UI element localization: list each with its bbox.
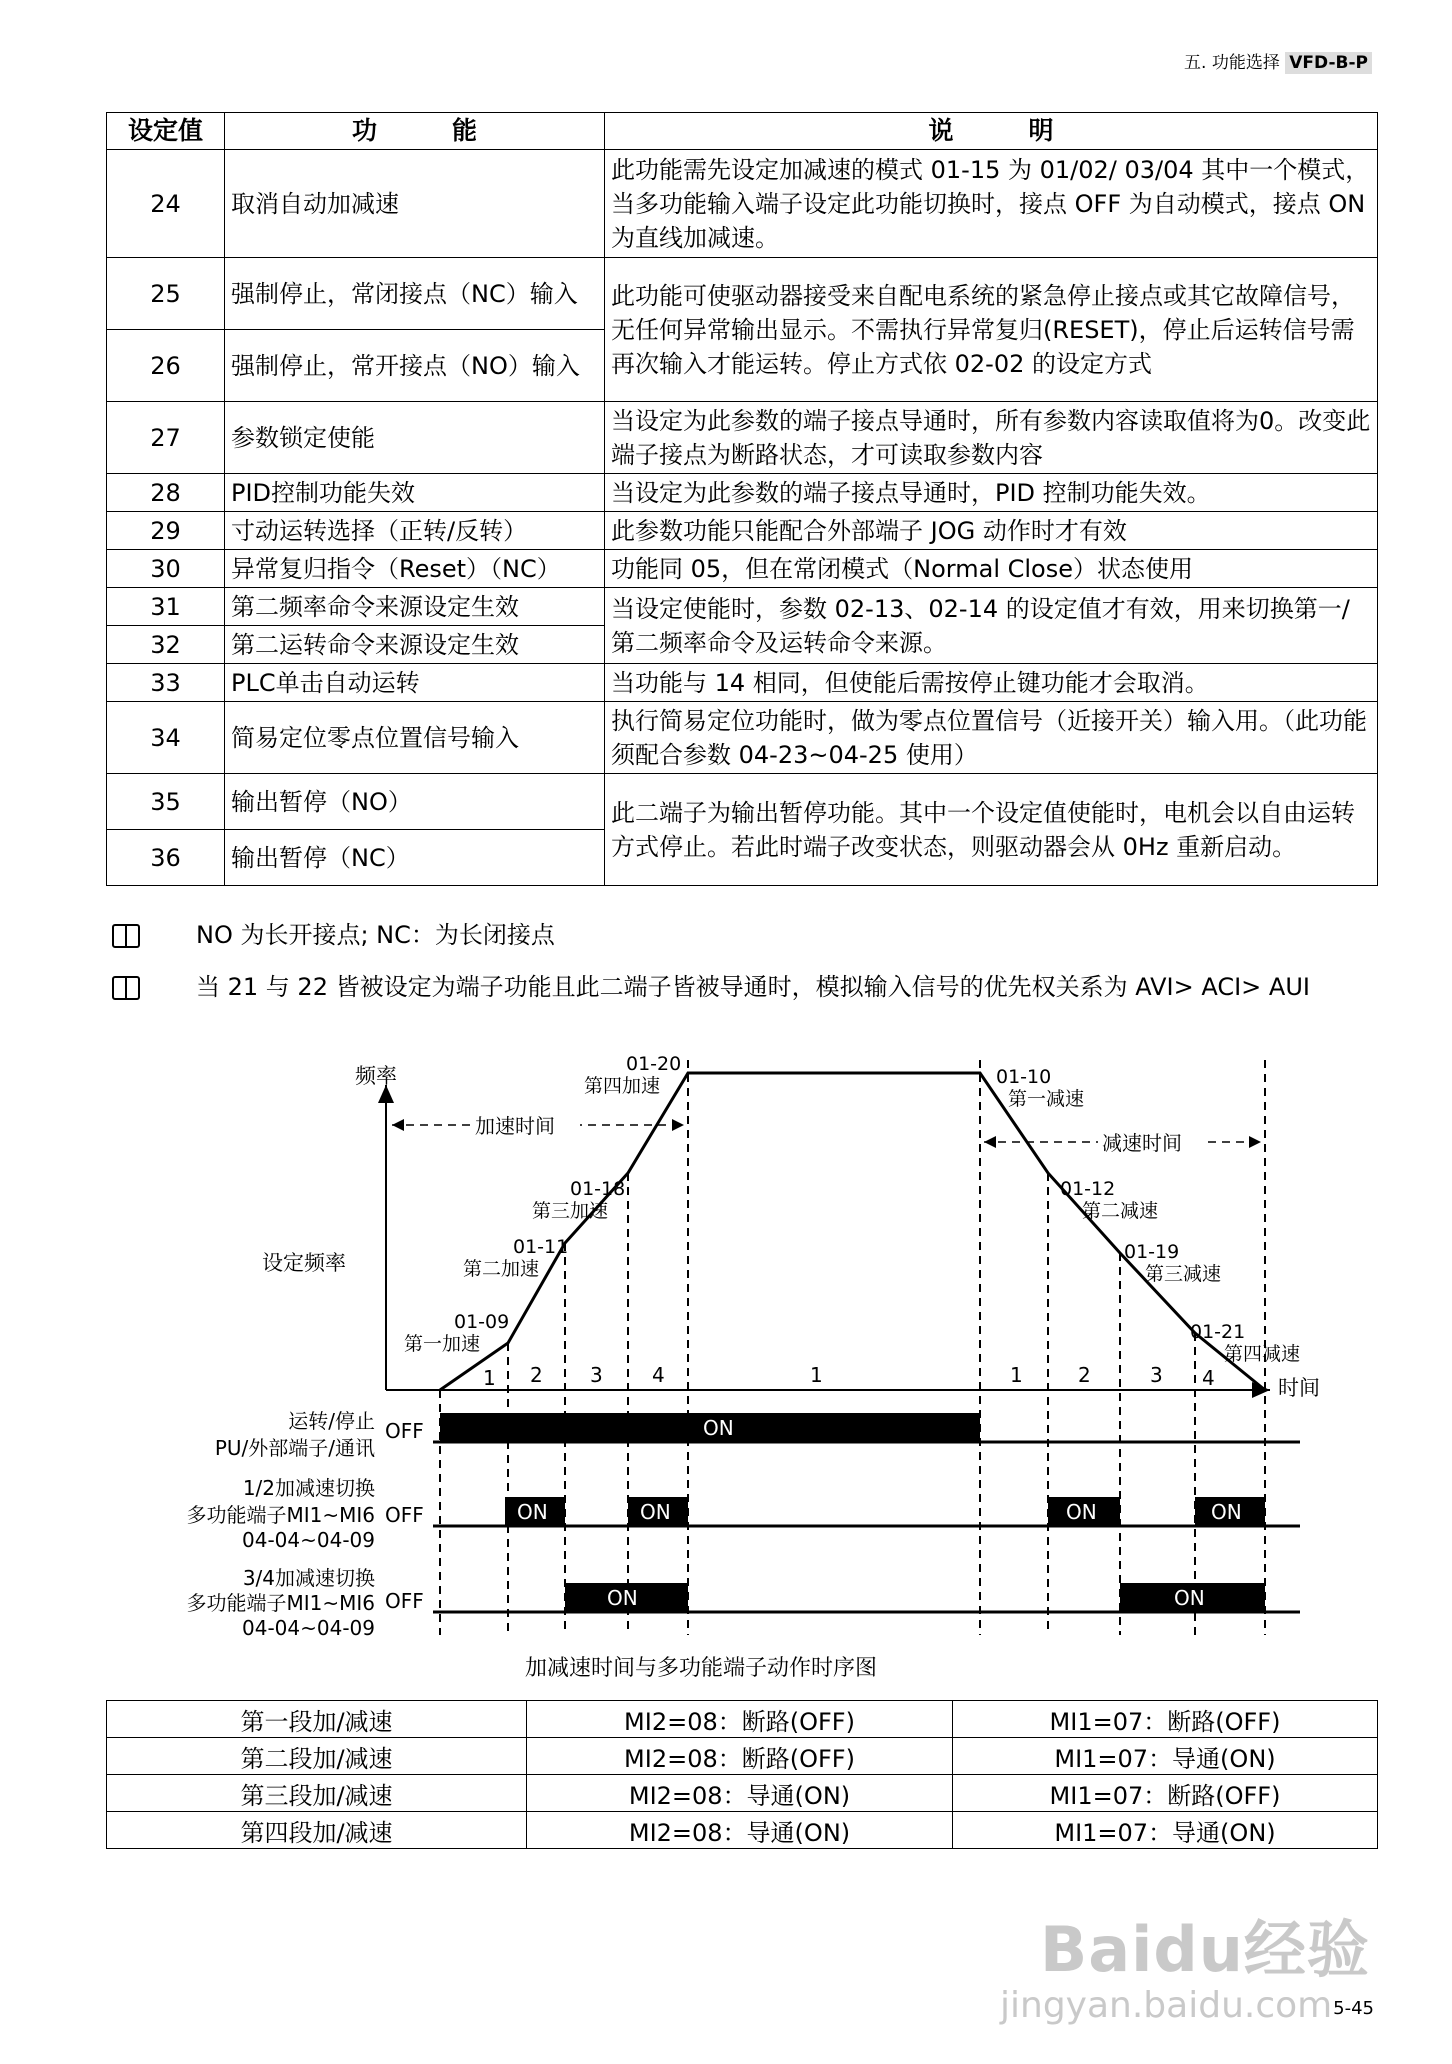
row-function: 输出暂停（NC）: [225, 830, 605, 886]
on-label: ON: [640, 1500, 671, 1524]
table-row: [107, 1812, 1378, 1849]
row-function: 参数锁定使能: [225, 402, 605, 474]
table-row: [107, 1701, 1378, 1738]
row-function: 输出暂停（NO）: [225, 774, 605, 830]
table-row: [107, 702, 1378, 774]
watermark-logo: Baidu经验: [1040, 1913, 1370, 1986]
stage-mi1: MI1=07：导通(ON): [953, 1738, 1378, 1775]
on-label: ON: [1174, 1586, 1205, 1610]
stage-mi1: MI1=07：导通(ON): [953, 1812, 1378, 1849]
x-axis-label: 时间: [1278, 1376, 1320, 1400]
note-2: [112, 970, 1310, 1004]
param-name: 第一加速: [404, 1333, 481, 1355]
table-row: [107, 588, 1378, 626]
table-row: [107, 402, 1378, 474]
row-function: 简易定位零点位置信号输入: [225, 702, 605, 774]
param-code: 01-20: [626, 1053, 682, 1075]
row-value: 30: [107, 550, 225, 588]
off-label: OFF: [385, 1419, 424, 1443]
row-desc: 当设定为此参数的端子接点导通时，所有参数内容读取值将为0。改变此端子接点为断路状态，才可读取参数内容: [605, 402, 1378, 474]
stage-mi2: MI2=08：断路(OFF): [527, 1701, 953, 1738]
decel-time-label: 减速时间: [1102, 1131, 1182, 1155]
segment-numbers: [483, 1363, 1215, 1390]
row-function: 第二运转命令来源设定生效: [225, 626, 605, 664]
stage-name: 第二段加/减速: [107, 1738, 527, 1775]
table-row: [107, 258, 1378, 330]
note-text: NO 为长开接点; NC：为长闭接点: [196, 921, 555, 949]
note-1: [112, 918, 555, 952]
param-name: 第一减速: [1008, 1088, 1085, 1110]
row-value: 32: [107, 626, 225, 664]
signal-label: 04-04~04-09: [242, 1616, 375, 1640]
table-header-row: [107, 113, 1378, 150]
signal-label: 1/2加减速切换: [242, 1476, 375, 1500]
row-desc: 此参数功能只能配合外部端子 JOG 动作时才有效: [605, 512, 1378, 550]
on-label: ON: [1211, 1500, 1242, 1524]
row-function: 取消自动加减速: [225, 150, 605, 258]
table-row: [107, 1738, 1378, 1775]
watermark-url: jingyan.baidu.com: [1000, 1985, 1333, 2026]
stage-mi2: MI2=08：导通(ON): [527, 1812, 953, 1849]
page-number: 5-45: [1333, 1998, 1374, 2019]
segment-number: 4: [652, 1363, 665, 1387]
row-value: 27: [107, 402, 225, 474]
signal-1-2-switch: [186, 1476, 1300, 1552]
param-code: 01-12: [1060, 1178, 1116, 1200]
stage-name: 第三段加/减速: [107, 1775, 527, 1812]
segment-number: 3: [1150, 1363, 1163, 1387]
row-value: 28: [107, 474, 225, 512]
parameter-labels: [404, 1053, 1300, 1365]
row-function: 强制停止，常开接点（NO）输入: [225, 330, 605, 402]
param-code: 01-18: [570, 1178, 626, 1200]
y-axis-label: 频率: [355, 1064, 397, 1088]
row-desc: 功能同 05，但在常闭模式（Normal Close）状态使用: [605, 550, 1378, 588]
book-icon: [112, 924, 140, 948]
on-label: ON: [703, 1416, 734, 1440]
signal-3-4-switch: [186, 1566, 1300, 1640]
row-desc: 当设定使能时，参数 02-13、02-14 的设定值才有效，用来切换第一/第二频率命令及运转命令来源。: [605, 588, 1378, 664]
on-label: ON: [517, 1500, 548, 1524]
signal-label: 3/4加减速切换: [242, 1566, 375, 1590]
row-value: 35: [107, 774, 225, 830]
segment-number: 1: [810, 1363, 823, 1387]
segment-number: 2: [1078, 1363, 1091, 1387]
segment-number: 1: [483, 1366, 496, 1390]
param-code: 01-19: [1124, 1241, 1180, 1263]
header-model: VFD-B-P: [1285, 52, 1372, 74]
signal-label: 04-04~04-09: [242, 1528, 375, 1552]
param-code: 01-21: [1190, 1321, 1246, 1343]
diagram-caption: 加减速时间与多功能端子动作时序图: [525, 1656, 878, 1681]
param-name: 第二加速: [463, 1258, 540, 1280]
signal-label: 运转/停止: [288, 1409, 375, 1433]
row-function: 强制停止，常闭接点（NC）输入: [225, 258, 605, 330]
table-row: [107, 512, 1378, 550]
table-row: [107, 550, 1378, 588]
row-value: 31: [107, 588, 225, 626]
on-label: ON: [1066, 1500, 1097, 1524]
row-desc: 此功能需先设定加减速的模式 01-15 为 01/02/ 03/04 其中一个模式，当多功能输入端子设定此功能切换时，接点 OFF 为自动模式，接点 ON 为直线加减速。: [605, 150, 1378, 258]
page-header: [1184, 48, 1372, 73]
row-desc: 当设定为此参数的端子接点导通时，PID 控制功能失效。: [605, 474, 1378, 512]
row-function: 寸动运转选择（正转/反转）: [225, 512, 605, 550]
row-desc: 当功能与 14 相同，但使能后需按停止键功能才会取消。: [605, 664, 1378, 702]
table-row: [107, 150, 1378, 258]
signal-run-stop: [215, 1409, 1300, 1460]
note-text: 当 21 与 22 皆被设定为端子功能且此二端子皆被导通时，模拟输入信号的优先权关系为 AVI> ACI> AUI: [196, 973, 1310, 1001]
row-value: 29: [107, 512, 225, 550]
stage-mi1: MI1=07：断路(OFF): [953, 1701, 1378, 1738]
param-name: 第二减速: [1082, 1200, 1159, 1222]
row-function: PLC单击自动运转: [225, 664, 605, 702]
function-table: [106, 112, 1378, 886]
signal-label: 多功能端子MI1~MI6: [186, 1591, 375, 1615]
table-row: [107, 1775, 1378, 1812]
param-name: 第四加速: [584, 1075, 661, 1097]
col-header-value: 设定值: [107, 113, 225, 150]
stage-mi2: MI2=08：断路(OFF): [527, 1738, 953, 1775]
param-name: 第三减速: [1145, 1263, 1222, 1285]
row-function: PID控制功能失效: [225, 474, 605, 512]
row-value: 24: [107, 150, 225, 258]
on-label: ON: [607, 1586, 638, 1610]
off-label: OFF: [385, 1589, 424, 1613]
col-header-function: 功 能: [225, 113, 605, 150]
row-value: 34: [107, 702, 225, 774]
set-frequency-label: 设定频率: [262, 1251, 346, 1275]
book-icon: [112, 976, 140, 1000]
table-row: [107, 664, 1378, 702]
stage-mi2: MI2=08：导通(ON): [527, 1775, 953, 1812]
stage-table: [106, 1700, 1378, 1849]
accel-time-label: 加速时间: [475, 1114, 555, 1138]
row-desc: 此二端子为输出暂停功能。其中一个设定值使能时，电机会以自由运转方式停止。若此时端子改变状态，则驱动器会从 0Hz 重新启动。: [605, 774, 1378, 886]
segment-number: 3: [590, 1363, 603, 1387]
param-code: 01-09: [454, 1311, 510, 1333]
signal-label: PU/外部端子/通讯: [214, 1436, 375, 1460]
timing-diagram: [0, 1045, 1452, 1685]
row-value: 26: [107, 330, 225, 402]
signal-label: 多功能端子MI1~MI6: [186, 1503, 375, 1527]
row-desc: 执行简易定位功能时，做为零点位置信号（近接开关）输入用。（此功能须配合参数 04-23~04-25 使用）: [605, 702, 1378, 774]
table-row: [107, 474, 1378, 512]
stage-name: 第一段加/减速: [107, 1701, 527, 1738]
row-value: 25: [107, 258, 225, 330]
row-function: 第二频率命令来源设定生效: [225, 588, 605, 626]
param-code: 01-11: [513, 1236, 569, 1258]
stage-mi1: MI1=07：断路(OFF): [953, 1775, 1378, 1812]
param-name: 第四减速: [1224, 1343, 1301, 1365]
row-value: 33: [107, 664, 225, 702]
stage-name: 第四段加/减速: [107, 1812, 527, 1849]
row-desc: 此功能可使驱动器接受来自配电系统的紧急停止接点或其它故障信号，无任何异常输出显示。不需执行异常复归(RESET)，停止后运转信号需再次输入才能运转。停止方式依 02-02 的设定方式: [605, 258, 1378, 402]
param-name: 第三加速: [532, 1200, 609, 1222]
header-section: 五. 功能选择: [1184, 53, 1280, 73]
segment-number: 2: [530, 1363, 543, 1387]
col-header-desc: 说 明: [605, 113, 1378, 150]
segment-number: 4: [1202, 1366, 1215, 1390]
row-value: 36: [107, 830, 225, 886]
row-function: 异常复归指令（Reset）（NC）: [225, 550, 605, 588]
off-label: OFF: [385, 1503, 424, 1527]
table-row: [107, 774, 1378, 830]
segment-number: 1: [1010, 1363, 1023, 1387]
param-code: 01-10: [996, 1066, 1052, 1088]
